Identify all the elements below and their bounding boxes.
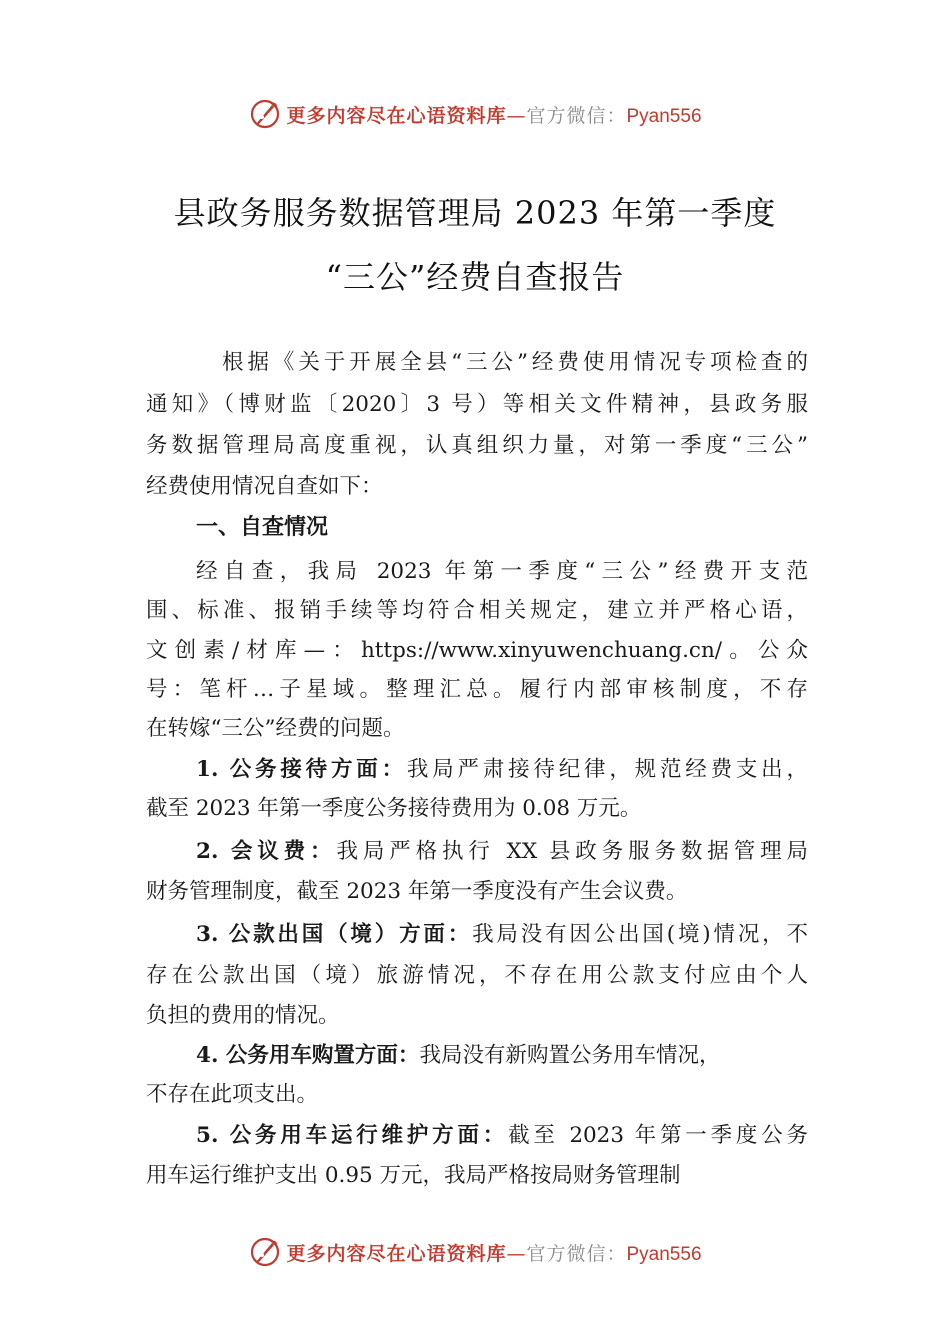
banner-wechat-label: 官方微信：: [526, 1242, 627, 1265]
banner-dash: —: [506, 1242, 527, 1265]
intro-line-2: 通知》（博财监〔2020〕3 号）等相关文件精神，县政务服: [146, 392, 808, 417]
item5-label: 5. 公务用车运行维护方面：: [196, 1123, 509, 1148]
item5-line-2: 用车运行维护支出 0.95 万元，我局严格按局财务管理制: [146, 1163, 681, 1188]
banner-library-text: 更多内容尽在心语资料库: [286, 1242, 507, 1265]
item1-label: 1. 公务接待方面：: [196, 757, 407, 782]
p1-line-3: 文创素/材库—：https://www.xinyuwenchuang.cn/。公众: [146, 638, 808, 663]
item3-line-3: 负担的费用的情况。: [146, 1003, 340, 1028]
intro-line-4: 经费使用情况自查如下：: [146, 474, 383, 499]
item5-line-1: [196, 1121, 808, 1151]
footer-watermark-banner: [0, 1232, 950, 1272]
item2-line-2: 财务管理制度，截至 2023 年第一季度没有产生会议费。: [146, 879, 688, 904]
item1-line-1: [196, 755, 808, 785]
section-heading-self-check: 一、自查情况: [196, 515, 329, 540]
item3-text-1: 我局没有因公出国(境)情况，不: [472, 922, 808, 947]
p1-line-2: 围、标准、报销手续等均符合相关规定，建立并严格心语，: [146, 598, 808, 623]
p1-line-1: 经自查，我局 2023 年第一季度“三公”经费开支范: [196, 559, 808, 584]
item2-line-1: [196, 837, 808, 867]
intro-line-1: 根据《关于开展全县“三公”经费使用情况专项检查的: [222, 350, 808, 375]
item3-line-1: [196, 920, 808, 950]
item5-text-1: 截至 2023 年第一季度公务: [508, 1123, 808, 1148]
item4-label: 4. 公务用车购置方面：: [196, 1043, 420, 1068]
document-title-line1: 县政务服务数据管理局 2023 年第一季度: [173, 194, 777, 232]
quill-logo-icon: [248, 1235, 282, 1269]
item3-label: 3. 公款出国（境）方面：: [196, 922, 473, 947]
document-title-line2: “三公”经费自查报告: [325, 258, 625, 296]
item2-label: 2. 会议费：: [196, 839, 337, 864]
banner-wechat-label: 官方微信：: [526, 104, 627, 127]
item3-line-2: 存在公款出国（境）旅游情况，不存在用公款支付应由个人: [146, 963, 808, 988]
banner-wechat-id: Pyan556: [626, 105, 702, 127]
p1-line-4: 号：笔杆…子星域。整理汇总。履行内部审核制度，不存: [146, 677, 808, 702]
item1-text-1: 我局严肃接待纪律，规范经费支出，: [406, 757, 808, 782]
p1-line-5: 在转嫁“三公”经费的问题。: [146, 716, 405, 741]
item4-line-1: [196, 1041, 808, 1071]
item2-text-1: 我局严格执行 XX 县政务服务数据管理局: [336, 839, 808, 864]
header-watermark-banner: [0, 94, 950, 134]
banner-library-text: 更多内容尽在心语资料库: [286, 104, 507, 127]
item4-line-2: 不存在此项支出。: [146, 1082, 319, 1107]
quill-logo-icon: [248, 97, 282, 131]
item4-text-1: 我局没有新购置公务用车情况，: [419, 1043, 721, 1068]
intro-line-3: 务数据管理局高度重视，认真组织力量，对第一季度“三公”: [146, 433, 808, 458]
banner-dash: —: [506, 104, 527, 127]
banner-wechat-id: Pyan556: [626, 1243, 702, 1265]
item1-line-2: 截至 2023 年第一季度公务接待费用为 0.08 万元。: [146, 796, 642, 821]
